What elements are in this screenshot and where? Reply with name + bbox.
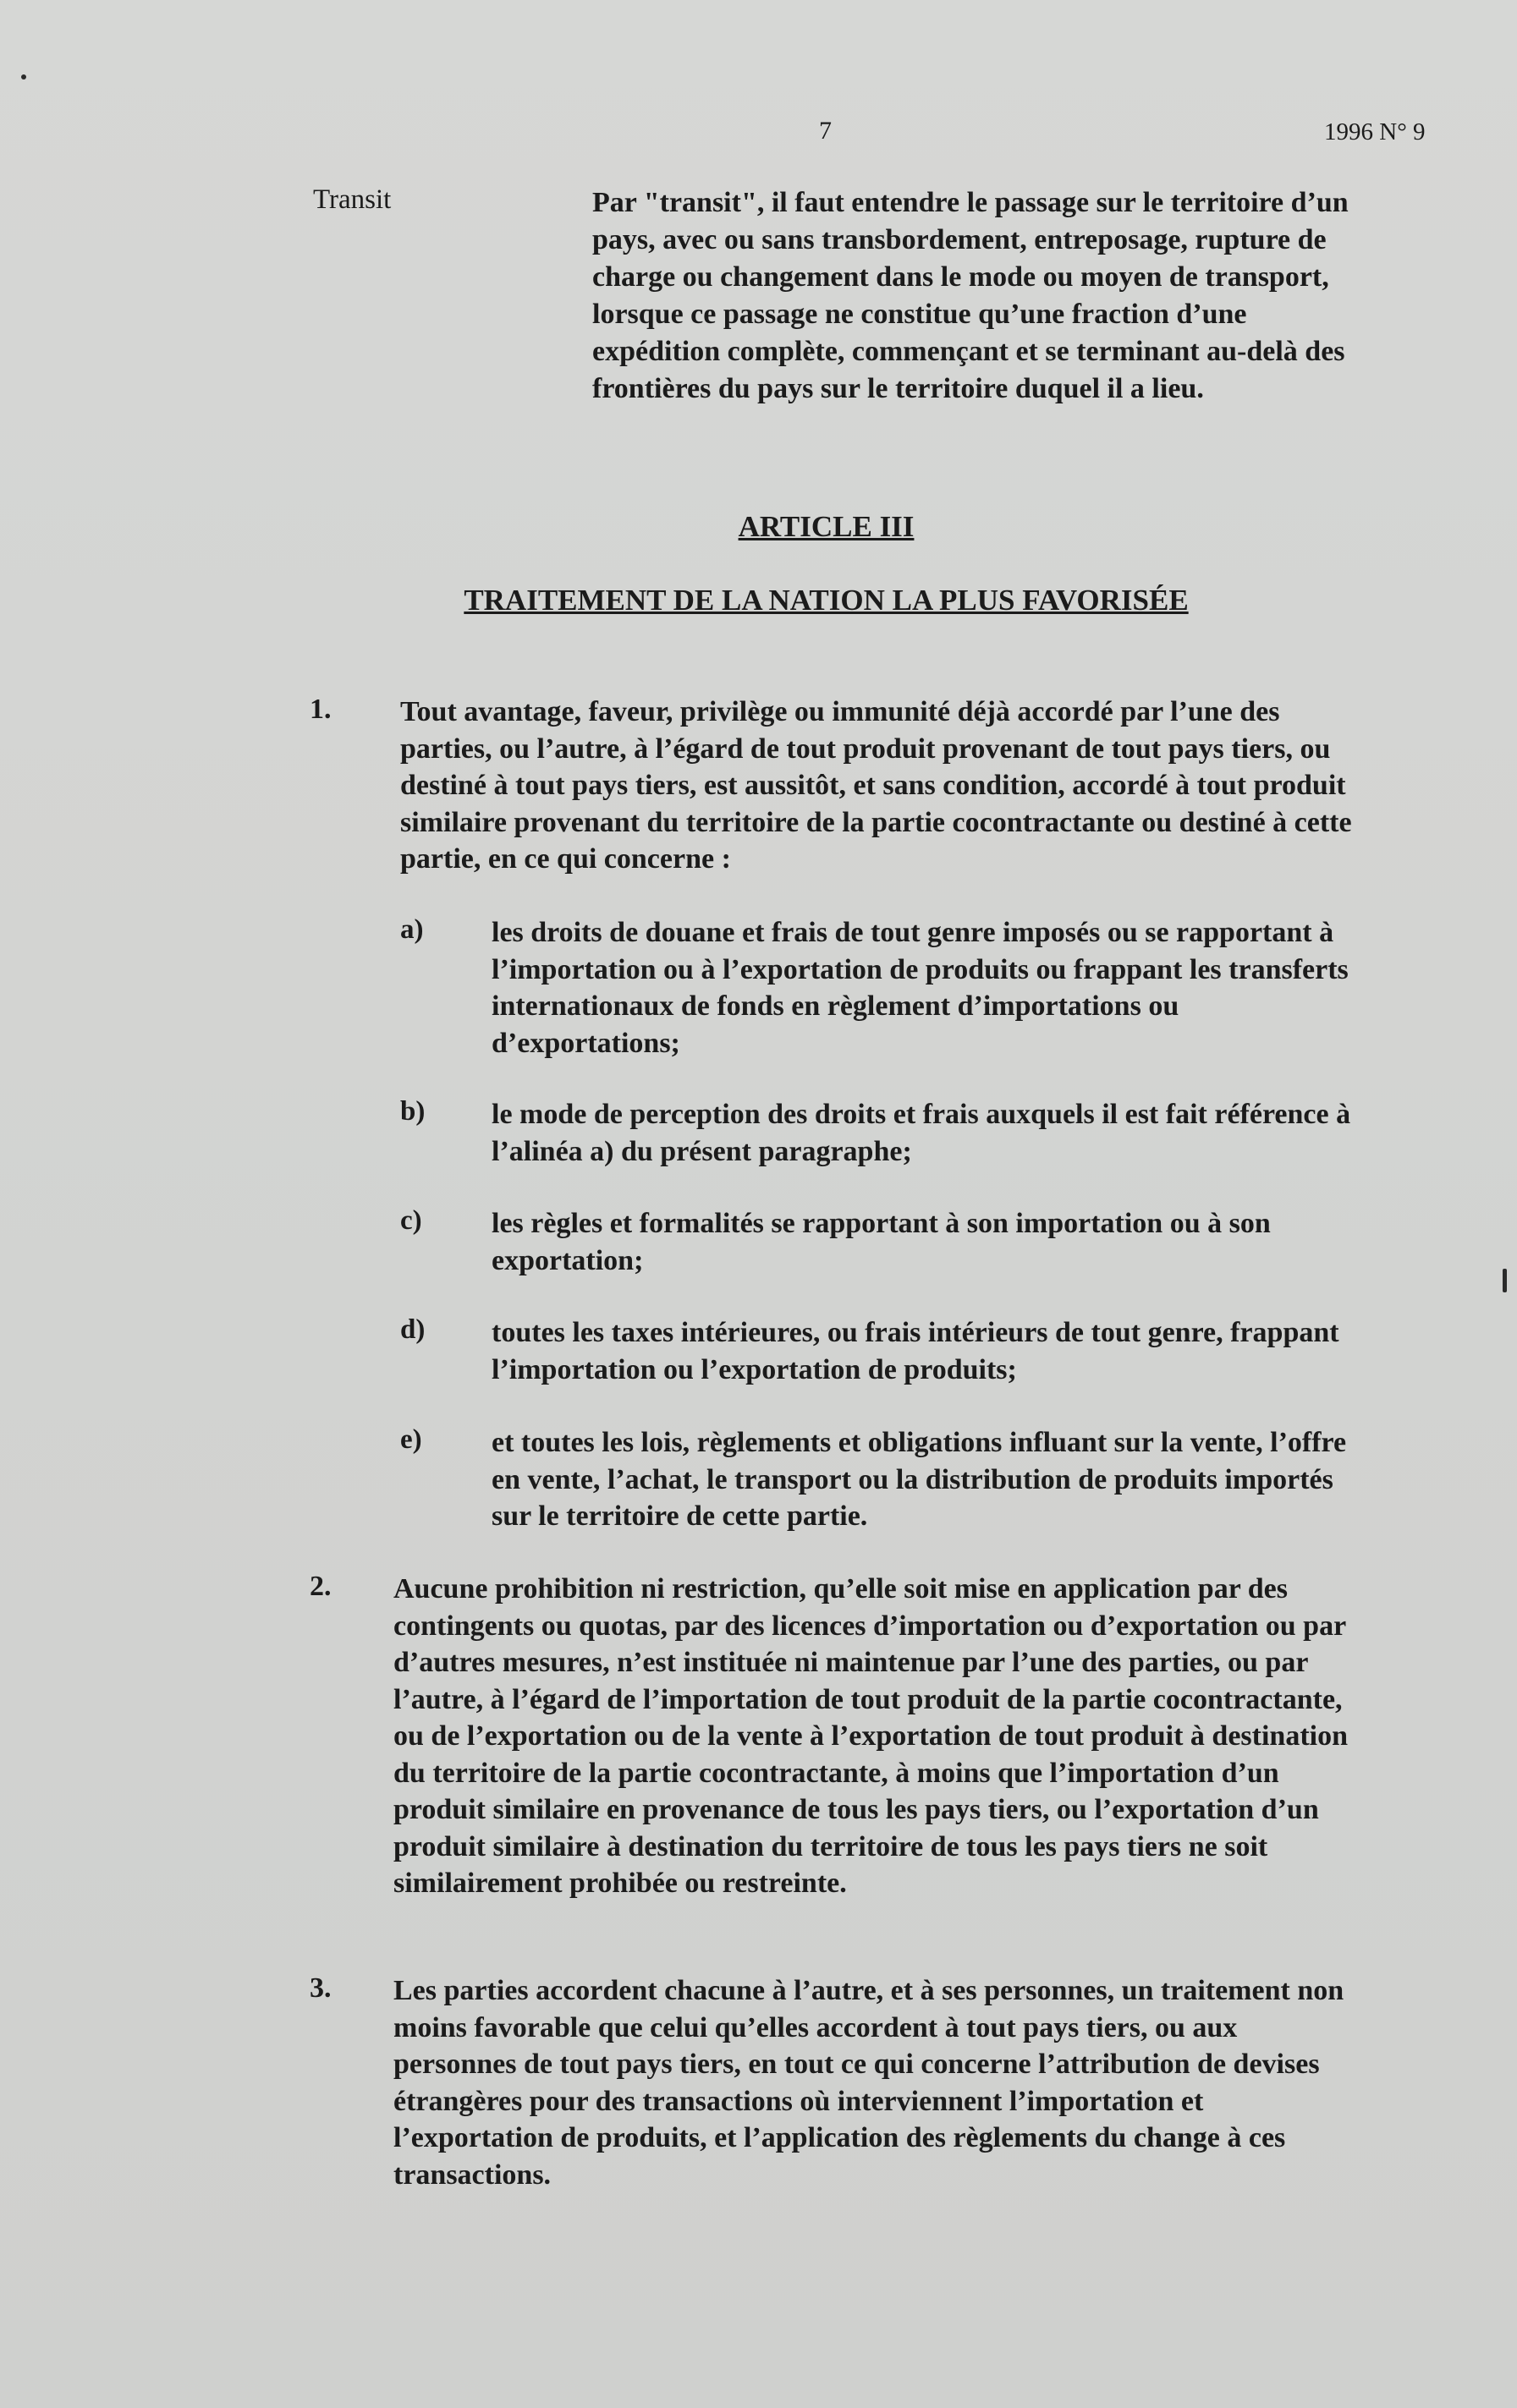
item-letter: d) bbox=[400, 1314, 426, 1345]
paragraph-number: 2. bbox=[310, 1571, 332, 1602]
item-text: le mode de perception des droits et frais auxquels il est fait référence à l’alinéa a) du présent paragraphe; bbox=[492, 1099, 1351, 1167]
paragraph-text: Tout avantage, faveur, privilège ou immunité déjà accordé par l’une des parties, ou l’autre, à l’égard de tout produit provenant de tout pays tiers, ou destiné à tout pays tiers, est aussitôt, et sans condition, accordé à tout produit similaire provenant du territoire de la partie cocontractante ou destiné à cette partie, en ce qui concerne : bbox=[400, 696, 1352, 875]
article-subtitle: TRAITEMENT DE LA NATION LA PLUS FAVORISÉE bbox=[464, 584, 1189, 617]
item-text: les règles et formalités se rapportant à son importation ou à son exportation; bbox=[492, 1208, 1271, 1276]
paragraph-number: 1. bbox=[310, 694, 332, 725]
item-text: toutes les taxes intérieures, ou frais intérieurs de tout genre, frappant l’importation ou l’exportation de produits; bbox=[492, 1317, 1339, 1385]
paragraph-text: Aucune prohibition ni restriction, qu’elle soit mise en application par des contingents ou quotas, par des licences d’importation ou d’exportation ou par d’autres mesures, n’est instituée ni maintenue par l’une des parties, ou par l’autre, à l’égard de l’importation de tout produit de la partie cocontractante, ou de l’exportation ou de la vente à l’exportation de tout produit à destination du territoire de la partie cocontractante, à moins que l’importation d’un produit similaire en provenance de tous les pays tiers, ou l’exportation d’un produit similaire à destination du territoire de tous les pays tiers ne soit similairement prohibée ou restreinte. bbox=[393, 1573, 1349, 1899]
item-text: les droits de douane et frais de tout genre imposés ou se rapportant à l’importation ou à l’exportation de produits ou frappant les transferts internationaux de fonds en règlement d’importations ou d’exportations; bbox=[492, 917, 1349, 1059]
item-letter: e) bbox=[400, 1424, 422, 1455]
definition-text: Par "transit", il faut entendre le passage sur le territoire d’un pays, avec ou sans transbordement, entreposage, rupture de charge ou changement dans le mode ou moyen de transport, lorsque ce passage ne constitue qu’une fraction d’une expédition complète, commençant et se terminant au-delà des frontières du pays sur le territoire duquel il a lieu. bbox=[592, 187, 1349, 404]
item-letter: b) bbox=[400, 1096, 426, 1127]
article-title: ARTICLE III bbox=[738, 510, 915, 543]
page-number: 7 bbox=[819, 117, 832, 145]
paragraph-number: 3. bbox=[310, 1972, 332, 2004]
item-letter: a) bbox=[400, 914, 424, 945]
definition-term: Transit bbox=[313, 184, 392, 215]
scan-speck bbox=[1503, 1269, 1507, 1292]
paragraph-text: Les parties accordent chacune à l’autre, et à ses personnes, un traitement non moins favorable que celui qu’elles accordent à tout pays tiers, ou aux personnes de tout pays tiers, en tout ce qui concerne l’attribution de devises étrangères pour des transactions où interviennent l’importation et l’exportation de produits, et l’application des règlements du change à ces transactions. bbox=[393, 1975, 1344, 2191]
issue-number: 1996 N° 9 bbox=[1324, 118, 1426, 145]
scan-speck bbox=[21, 74, 26, 80]
item-text: et toutes les lois, règlements et obligations influant sur la vente, l’offre en vente, l’achat, le transport ou la distribution de produits importés sur le territoire de cette partie. bbox=[492, 1427, 1347, 1532]
item-letter: c) bbox=[400, 1205, 422, 1236]
